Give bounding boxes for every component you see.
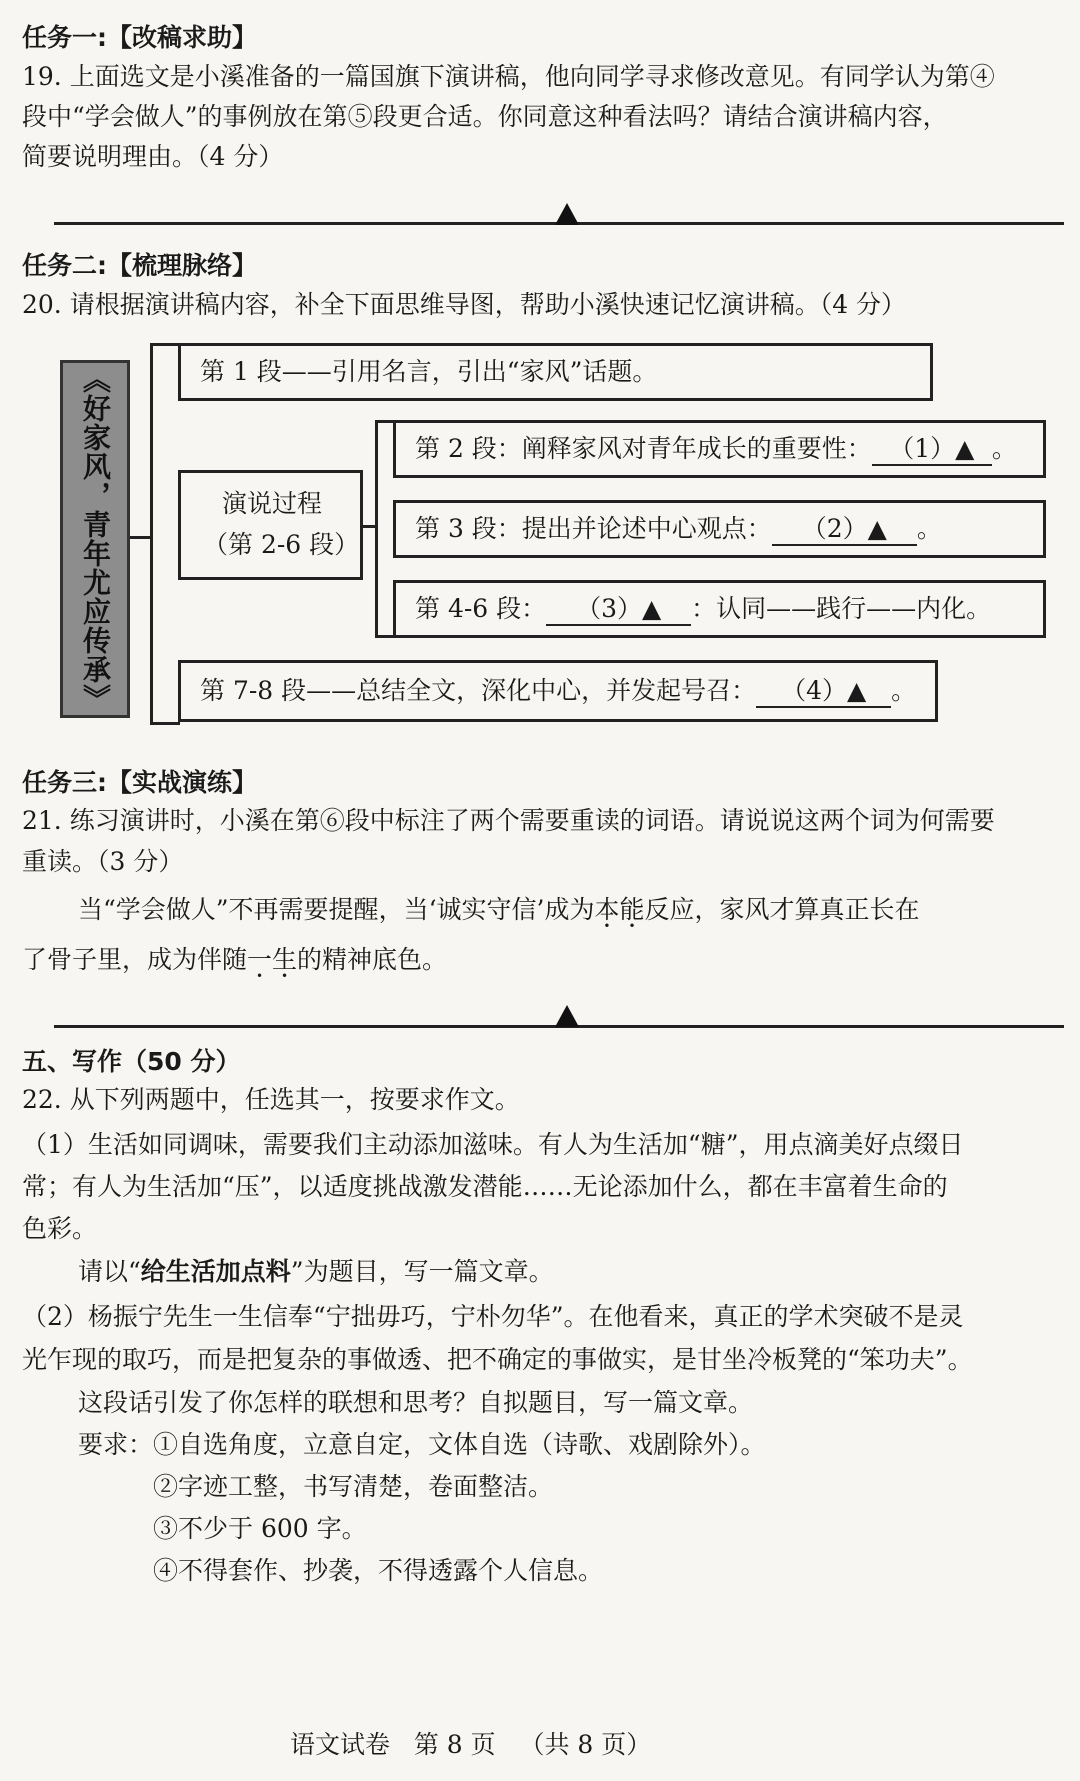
outer-bracket xyxy=(150,343,180,725)
mindmap-title: 《好家风，青年尤应传承》 xyxy=(79,365,112,713)
opt1-line-1: （1）生活如同调味，需要我们主动添加滋味。有人为生活加“糖”，用点滴美好点缀日 xyxy=(22,1130,964,1159)
quote-text: 的精神底色。 xyxy=(297,945,448,974)
quote-line-1 xyxy=(78,895,920,925)
para1-text: 第 1 段——引用名言，引出“家风”话题。 xyxy=(200,357,658,386)
quote-text: 反应，家风才算真正长在 xyxy=(644,895,920,924)
para78-line xyxy=(200,676,916,708)
para2-suffix: 。 xyxy=(991,434,1017,463)
opt1-line-3: 色彩。 xyxy=(22,1214,98,1243)
page-footer: 语文试卷 第 8 页 （共 8 页） xyxy=(290,1730,652,1759)
process-label: 演说过程 xyxy=(222,489,323,518)
prompt-text: 请以“ xyxy=(78,1257,141,1286)
para46-blank: （3）▲ xyxy=(546,594,691,626)
opt1-line-2: 常；有人为生活加“压”，以适度挑战激发潜能……无论添加什么，都在丰富着生命的 xyxy=(22,1172,948,1201)
para2-text: 第 2 段：阐释家风对青年成长的重要性： xyxy=(415,434,872,463)
q19-line-1: 19. 上面选文是小溪准备的一篇国旗下演讲稿，他向同学寻求修改意见。有同学认为第④ xyxy=(22,62,995,91)
opt2-line-2: 光乍现的取巧，而是把复杂的事做透、把不确定的事做实，是甘坐冷板凳的“笨功夫”。 xyxy=(22,1345,973,1374)
task3-heading: 任务三:【实战演练】 xyxy=(22,768,257,797)
para3-text: 第 3 段：提出并论述中心观点： xyxy=(415,514,772,543)
process-connector xyxy=(363,525,375,528)
stressed-char: 生 xyxy=(272,945,298,974)
q21-line-1: 21. 练习演讲时，小溪在第⑥段中标注了两个需要重读的词语。请说说这两个词为何需要 xyxy=(22,806,995,835)
opt2-line-1: （2）杨振宁先生一生信奉“宁拙毋巧，宁朴勿华”。在他看来，真正的学术突破不是灵 xyxy=(22,1302,964,1331)
writing-heading: 五、写作（50 分） xyxy=(22,1047,241,1076)
requirement-4: ④不得套作、抄袭，不得透露个人信息。 xyxy=(153,1556,604,1585)
process-range: （第 2-6 段） xyxy=(203,530,360,559)
process-box xyxy=(178,470,363,580)
mindmap-title-box xyxy=(60,360,130,718)
inner-bracket xyxy=(375,420,395,638)
para2-line xyxy=(415,434,1017,466)
para46-text: 第 4-6 段： xyxy=(415,594,547,623)
requirement-2: ②字迹工整，书写清楚，卷面整洁。 xyxy=(153,1472,554,1501)
stressed-char: 一 xyxy=(247,945,273,974)
para46-suffix: ：认同——践行——内化。 xyxy=(691,594,992,623)
para2-blank: （1）▲ xyxy=(872,434,992,466)
para78-blank: （4）▲ xyxy=(756,676,891,708)
para78-text: 第 7-8 段——总结全文，深化中心，并发起号召： xyxy=(200,676,757,705)
para46-line xyxy=(415,594,991,626)
q19-line-2: 段中“学会做人”的事例放在第⑤段更合适。你同意这种看法吗？请结合演讲稿内容， xyxy=(22,102,948,131)
opt2-prompt: 这段话引发了你怎样的联想和思考？自拟题目，写一篇文章。 xyxy=(78,1388,754,1417)
q19-line-3: 简要说明理由。（4 分） xyxy=(22,142,284,171)
stressed-char: 能 xyxy=(619,895,645,924)
quote-line-2 xyxy=(22,945,447,975)
connector-line xyxy=(130,536,150,539)
requirement-3: ③不少于 600 字。 xyxy=(153,1514,367,1543)
opt1-prompt xyxy=(78,1257,554,1287)
prompt-text: ”为题目，写一篇文章。 xyxy=(290,1257,554,1286)
quote-text: 了骨子里，成为伴随 xyxy=(22,945,248,974)
answer-triangle-icon xyxy=(555,203,579,225)
q21-line-2: 重读。（3 分） xyxy=(22,847,184,876)
answer-triangle-icon xyxy=(555,1005,579,1027)
para78-suffix: 。 xyxy=(891,676,917,705)
requirement-1: 要求：①自选角度，立意自定，文体自选（诗歌、戏剧除外）。 xyxy=(78,1430,766,1459)
para3-suffix: 。 xyxy=(916,514,942,543)
stressed-char: 本 xyxy=(594,895,620,924)
para3-blank: （2）▲ xyxy=(772,514,917,546)
essay-title: 给生活加点料 xyxy=(140,1257,291,1286)
q22-text: 22. 从下列两题中，任选其一，按要求作文。 xyxy=(22,1085,520,1114)
task1-heading: 任务一:【改稿求助】 xyxy=(22,23,257,52)
quote-text: 当“学会做人”不再需要提醒，当‘诚实守信’成为 xyxy=(78,895,595,924)
q20-text: 20. 请根据演讲稿内容，补全下面思维导图，帮助小溪快速记忆演讲稿。（4 分） xyxy=(22,290,907,319)
para3-line xyxy=(415,514,942,546)
task2-heading: 任务二:【梳理脉络】 xyxy=(22,251,257,280)
